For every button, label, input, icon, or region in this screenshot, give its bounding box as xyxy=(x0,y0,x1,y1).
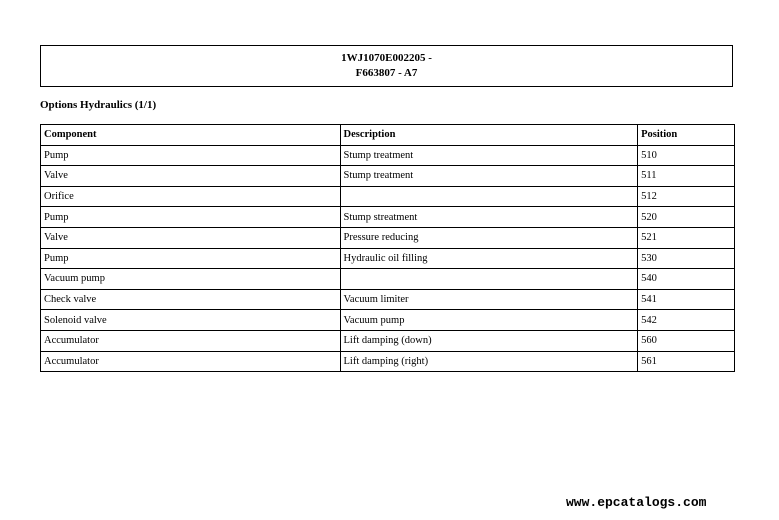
cell-position: 560 xyxy=(638,330,735,351)
cell-description: Stump treatment xyxy=(340,145,638,166)
cell-component: Vacuum pump xyxy=(41,269,341,290)
parts-table xyxy=(40,124,735,372)
cell-component: Accumulator xyxy=(41,351,341,372)
table-row xyxy=(41,269,735,290)
cell-description: Lift damping (right) xyxy=(340,351,638,372)
cell-description xyxy=(340,269,638,290)
cell-description: Stump treatment xyxy=(340,166,638,187)
cell-description: Hydraulic oil filling xyxy=(340,248,638,269)
table-header-row xyxy=(41,125,735,146)
cell-description: Vacuum limiter xyxy=(340,289,638,310)
table-row xyxy=(41,310,735,331)
table-row xyxy=(41,227,735,248)
cell-component: Orifice xyxy=(41,186,341,207)
table-row xyxy=(41,166,735,187)
cell-description: Lift damping (down) xyxy=(340,330,638,351)
table-row xyxy=(41,248,735,269)
cell-position: 520 xyxy=(638,207,735,228)
cell-position: 541 xyxy=(638,289,735,310)
table-row xyxy=(41,330,735,351)
cell-component: Pump xyxy=(41,145,341,166)
document-id-line1: 1WJ1070E002205 - xyxy=(341,52,432,64)
cell-description: Pressure reducing xyxy=(340,227,638,248)
column-header-position: Position xyxy=(638,125,735,146)
cell-description xyxy=(340,186,638,207)
cell-component: Valve xyxy=(41,227,341,248)
cell-description: Vacuum pump xyxy=(340,310,638,331)
cell-component: Pump xyxy=(41,207,341,228)
table-row xyxy=(41,289,735,310)
cell-position: 510 xyxy=(638,145,735,166)
cell-description: Stump streatment xyxy=(340,207,638,228)
cell-component: Check valve xyxy=(41,289,341,310)
table-row xyxy=(41,351,735,372)
column-header-component: Component xyxy=(41,125,341,146)
cell-component: Valve xyxy=(41,166,341,187)
column-header-description: Description xyxy=(340,125,638,146)
cell-position: 542 xyxy=(638,310,735,331)
table-row xyxy=(41,207,735,228)
cell-position: 540 xyxy=(638,269,735,290)
watermark-url: www.epcatalogs.com xyxy=(566,495,707,510)
document-id-line2: F663807 - A7 xyxy=(355,67,418,79)
table-row xyxy=(41,145,735,166)
cell-position: 561 xyxy=(638,351,735,372)
table-row xyxy=(41,186,735,207)
cell-component: Accumulator xyxy=(41,330,341,351)
cell-position: 530 xyxy=(638,248,735,269)
cell-position: 521 xyxy=(638,227,735,248)
section-title: Options Hydraulics (1/1) xyxy=(40,99,157,111)
cell-component: Pump xyxy=(41,248,341,269)
cell-component: Solenoid valve xyxy=(41,310,341,331)
cell-position: 512 xyxy=(638,186,735,207)
cell-position: 511 xyxy=(638,166,735,187)
document-header-box xyxy=(40,45,733,87)
